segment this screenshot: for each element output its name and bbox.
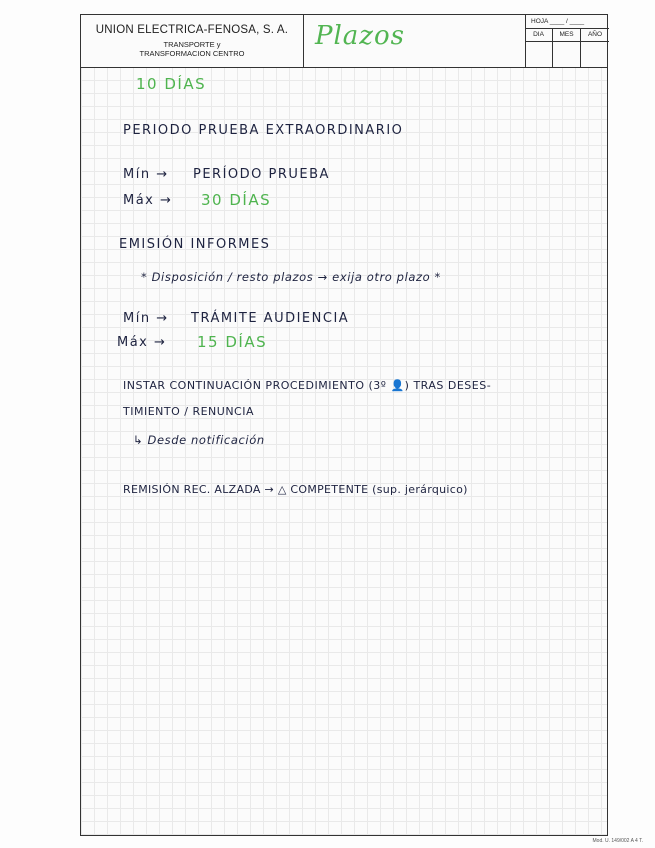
form-header: [81, 15, 607, 68]
note-desde-notificacion: ↳ Desde notificación: [133, 433, 265, 447]
day-label: DIA: [525, 29, 552, 42]
section-remision-alzada: REMISIÓN REC. ALZADA → △ COMPETENTE (sup. jerárquico): [123, 483, 468, 496]
form-code: Mod. U. 149/002 A 4 T.: [592, 838, 643, 844]
min-label-1: Mín →: [123, 167, 169, 182]
notebook-sheet: [80, 14, 608, 836]
note-disposicion: * Disposición / resto plazos → exija otro plazo *: [141, 270, 441, 284]
heading-10-days: 10 DÍAS: [136, 75, 207, 93]
max-label-2: Máx →: [117, 335, 167, 350]
date-cell: [525, 15, 609, 67]
min-label-2: Mín →: [123, 311, 169, 326]
year-label: AÑO: [581, 29, 609, 42]
department-line-1: TRANSPORTE y: [163, 40, 221, 49]
company-name: UNION ELECTRICA-FENOSA, S. A.: [95, 24, 289, 36]
max-label-1: Máx →: [123, 193, 173, 208]
title-cell: [303, 15, 526, 67]
section-periodo-prueba: PERIODO PRUEBA EXTRAORDINARIO: [123, 123, 404, 138]
section-instar-line-1: INSTAR CONTINUACIÓN PROCEDIMIENTO (3º 👤) TRAS DESES-: [123, 379, 492, 392]
sheet-number-label: HOJA ____ / ____: [525, 15, 609, 29]
month-label: MES: [553, 29, 580, 42]
min-value-2: TRÁMITE AUDIENCIA: [191, 311, 350, 326]
section-emision-informes: EMISIÓN INFORMES: [119, 237, 271, 252]
month-box: [553, 29, 581, 67]
day-box: [525, 29, 553, 67]
company-cell: [81, 15, 304, 67]
section-instar-line-2: TIMIENTO / RENUNCIA: [123, 405, 255, 418]
department-line-2: TRANSFORMACION CENTRO: [139, 49, 245, 58]
max-value-2: 15 DÍAS: [197, 333, 268, 351]
min-value-1: PERÍODO PRUEBA: [193, 167, 330, 182]
year-box: [581, 29, 609, 67]
max-value-1: 30 DÍAS: [201, 191, 272, 209]
page-title: Plazos: [315, 21, 406, 51]
